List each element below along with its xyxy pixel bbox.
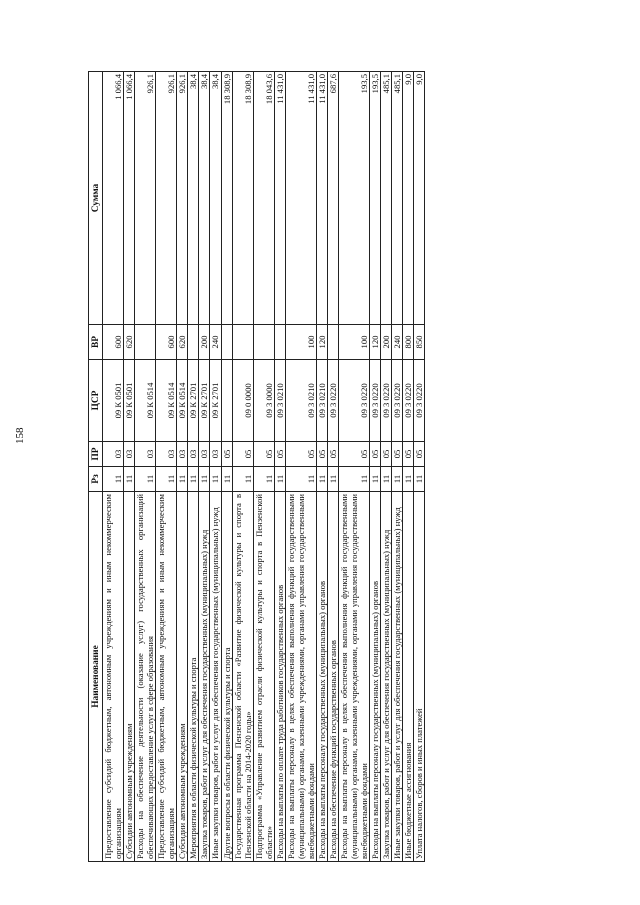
cell-pr: 05 — [253, 442, 274, 467]
cell-pr: 05 — [232, 442, 253, 467]
cell-vr: 600 — [103, 325, 124, 360]
cell-vr — [221, 325, 232, 360]
cell-sum: 926,1 — [177, 72, 188, 325]
cell-name: Субсидии автономным учреждениям — [124, 492, 135, 862]
page-number: 158 — [14, 427, 26, 444]
cell-pr: 05 — [414, 442, 425, 467]
cell-name: Расходы на выплаты по оплате труда работников государственных органов — [274, 492, 285, 862]
cell-pr: 03 — [103, 442, 124, 467]
cell-sum: 485,1 — [392, 72, 403, 325]
cell-sum: 11 431,0 — [274, 72, 285, 325]
header-name: Наименование — [89, 492, 103, 862]
table-row — [381, 72, 392, 862]
cell-pr: 05 — [221, 442, 232, 467]
cell-pr: 03 — [124, 442, 135, 467]
cell-rz: 11 — [381, 467, 392, 492]
table-row — [199, 72, 210, 862]
cell-vr: 620 — [177, 325, 188, 360]
cell-name: Закупка товаров, работ и услуг для обеспечения государственных (муниципальных) нужд — [199, 492, 210, 862]
cell-sum: 9,0 — [414, 72, 425, 325]
header-rz: Рз — [89, 467, 103, 492]
cell-name: Государственная программа Пензенской области «Развитие физической культуры и спорта в Пензенской области на 2014-2020 годы» — [232, 492, 253, 862]
cell-vr — [232, 325, 253, 360]
cell-pr: 05 — [370, 442, 381, 467]
cell-vr: 200 — [199, 325, 210, 360]
cell-vr: 120 — [316, 325, 327, 360]
cell-csr: 09 3 0220 — [403, 360, 414, 442]
cell-name: Подпрограмма «Управление развитием отрасли физической культуры и спорта в Пензенской области» — [253, 492, 274, 862]
cell-csr: 09 К 0514 — [135, 360, 156, 442]
cell-vr: 240 — [210, 325, 221, 360]
cell-name: Иные закупки товаров, работ и услуг для обеспечения государственных (муниципальных) нужд — [210, 492, 221, 862]
cell-rz: 11 — [124, 467, 135, 492]
cell-name: Субсидии автономным учреждениям — [177, 492, 188, 862]
table-row — [327, 72, 338, 862]
cell-vr: 600 — [156, 325, 177, 360]
cell-sum: 38,4 — [199, 72, 210, 325]
cell-name: Мероприятия в области физической культуры и спорта — [188, 492, 199, 862]
cell-name: Другие вопросы в области физической культуры и спорта — [221, 492, 232, 862]
table-row — [403, 72, 414, 862]
table-row — [253, 72, 274, 862]
cell-pr: 03 — [135, 442, 156, 467]
cell-sum: 1 066,4 — [124, 72, 135, 325]
cell-csr: 09 3 0000 — [253, 360, 274, 442]
cell-sum: 9,0 — [403, 72, 414, 325]
cell-sum: 18 308,9 — [232, 72, 253, 325]
budget-table — [88, 71, 425, 862]
header-sum: Сумма — [89, 72, 103, 325]
cell-csr: 09 К 2701 — [210, 360, 221, 442]
cell-vr — [135, 325, 156, 360]
cell-vr: 620 — [124, 325, 135, 360]
cell-sum: 193,5 — [339, 72, 370, 325]
table-row — [188, 72, 199, 862]
cell-vr — [253, 325, 274, 360]
cell-vr — [274, 325, 285, 360]
cell-name: Уплата налогов, сборов и иных платежей — [414, 492, 425, 862]
cell-sum: 38,4 — [188, 72, 199, 325]
cell-rz: 11 — [274, 467, 285, 492]
table-row — [124, 72, 135, 862]
cell-vr: 200 — [381, 325, 392, 360]
cell-name: Предоставление субсидий бюджетным, автономным учреждениям и иным некоммерческим организациям — [103, 492, 124, 862]
cell-pr: 03 — [188, 442, 199, 467]
cell-rz: 11 — [177, 467, 188, 492]
cell-rz: 11 — [339, 467, 370, 492]
cell-pr: 05 — [403, 442, 414, 467]
cell-vr: 240 — [392, 325, 403, 360]
cell-csr: 09 К 2701 — [188, 360, 199, 442]
table-row — [221, 72, 232, 862]
cell-rz: 11 — [370, 467, 381, 492]
table-row — [103, 72, 124, 862]
cell-pr: 05 — [274, 442, 285, 467]
cell-name: Расходы на выплаты персоналу в целях обеспечения выполнения функций государственными (муниципальными) органами, казенными учреждениями, органами управления государственными внебюджетными фондами — [339, 492, 370, 862]
header-csr: ЦСР — [89, 360, 103, 442]
cell-vr: 120 — [370, 325, 381, 360]
cell-sum: 926,1 — [135, 72, 156, 325]
cell-vr — [188, 325, 199, 360]
cell-vr: 100 — [285, 325, 316, 360]
cell-pr: 03 — [210, 442, 221, 467]
cell-csr: 09 3 0210 — [316, 360, 327, 442]
cell-rz: 11 — [285, 467, 316, 492]
cell-sum: 38,4 — [210, 72, 221, 325]
cell-rz: 11 — [316, 467, 327, 492]
cell-name: Предоставление субсидий бюджетным, автономным учреждениям и иным некоммерческим организациям — [156, 492, 177, 862]
cell-rz: 11 — [188, 467, 199, 492]
cell-rz: 11 — [221, 467, 232, 492]
table-row — [285, 72, 316, 862]
table-row — [232, 72, 253, 862]
cell-rz: 11 — [156, 467, 177, 492]
table-body — [103, 72, 425, 862]
cell-csr: 09 К 0514 — [156, 360, 177, 442]
table-header-row — [89, 72, 103, 862]
cell-rz: 11 — [327, 467, 338, 492]
cell-rz: 11 — [103, 467, 124, 492]
cell-csr: 09 3 0220 — [381, 360, 392, 442]
header-vr: ВР — [89, 325, 103, 360]
cell-pr: 05 — [392, 442, 403, 467]
cell-pr: 05 — [327, 442, 338, 467]
cell-rz: 11 — [232, 467, 253, 492]
cell-csr — [221, 360, 232, 442]
cell-csr: 09 3 0220 — [370, 360, 381, 442]
cell-csr: 09 3 0210 — [274, 360, 285, 442]
cell-rz: 11 — [253, 467, 274, 492]
cell-pr: 05 — [381, 442, 392, 467]
cell-csr: 09 К 2701 — [199, 360, 210, 442]
table-row — [177, 72, 188, 862]
table-row — [274, 72, 285, 862]
cell-rz: 11 — [135, 467, 156, 492]
cell-csr: 09 К 0501 — [124, 360, 135, 442]
cell-rz: 11 — [403, 467, 414, 492]
cell-sum: 1 066,4 — [103, 72, 124, 325]
cell-sum: 926,1 — [156, 72, 177, 325]
cell-name: Иные бюджетные ассигнования — [403, 492, 414, 862]
table-row — [414, 72, 425, 862]
cell-sum: 18 308,9 — [221, 72, 232, 325]
cell-sum: 193,5 — [370, 72, 381, 325]
cell-vr: 800 — [403, 325, 414, 360]
cell-sum: 485,1 — [381, 72, 392, 325]
cell-csr: 09 3 0220 — [339, 360, 370, 442]
cell-pr: 05 — [339, 442, 370, 467]
cell-name: Закупка товаров, работ и услуг для обеспечения государственных (муниципальных) нужд — [381, 492, 392, 862]
cell-sum: 18 043,6 — [253, 72, 274, 325]
header-pr: ПР — [89, 442, 103, 467]
table-row — [210, 72, 221, 862]
cell-sum: 11 431,0 — [316, 72, 327, 325]
cell-csr: 09 К 0514 — [177, 360, 188, 442]
table-row — [339, 72, 370, 862]
cell-pr: 03 — [177, 442, 188, 467]
cell-csr: 09 3 0220 — [327, 360, 338, 442]
cell-csr: 09 3 0220 — [414, 360, 425, 442]
cell-pr: 03 — [156, 442, 177, 467]
table-row — [156, 72, 177, 862]
table-row — [316, 72, 327, 862]
cell-csr: 09 К 0501 — [103, 360, 124, 442]
cell-rz: 11 — [414, 467, 425, 492]
cell-pr: 05 — [316, 442, 327, 467]
cell-vr — [327, 325, 338, 360]
cell-rz: 11 — [199, 467, 210, 492]
cell-name: Иные закупки товаров, работ и услуг для обеспечения государственных (муниципальных) нужд — [392, 492, 403, 862]
cell-sum: 11 431,0 — [285, 72, 316, 325]
cell-pr: 05 — [285, 442, 316, 467]
cell-csr: 09 3 0210 — [285, 360, 316, 442]
cell-sum: 687,6 — [327, 72, 338, 325]
table-row — [392, 72, 403, 862]
cell-vr: 850 — [414, 325, 425, 360]
cell-csr: 09 0 0000 — [232, 360, 253, 442]
rotated-table-wrapper — [88, 72, 558, 862]
cell-name: Расходы на выплаты персоналу в целях обеспечения выполнения функций государственными (муниципальными) органами, казенными учреждениями, органами управления государственными внебюджетными фондами — [285, 492, 316, 862]
cell-name: Расходы на обеспечение деятельности (оказание услуг) государственных организаций обеспечивающих предоставление услуг в сфере образования — [135, 492, 156, 862]
table-row — [135, 72, 156, 862]
cell-csr: 09 3 0220 — [392, 360, 403, 442]
cell-name: Расходы на обеспечение функций государственных органов — [327, 492, 338, 862]
cell-name: Расходы на выплаты персоналу государственных (муниципальных) органов — [370, 492, 381, 862]
cell-rz: 11 — [392, 467, 403, 492]
cell-rz: 11 — [210, 467, 221, 492]
cell-vr: 100 — [339, 325, 370, 360]
cell-name: Расходы на выплаты персоналу государственных (муниципальных) органов — [316, 492, 327, 862]
cell-pr: 03 — [199, 442, 210, 467]
table-row — [370, 72, 381, 862]
